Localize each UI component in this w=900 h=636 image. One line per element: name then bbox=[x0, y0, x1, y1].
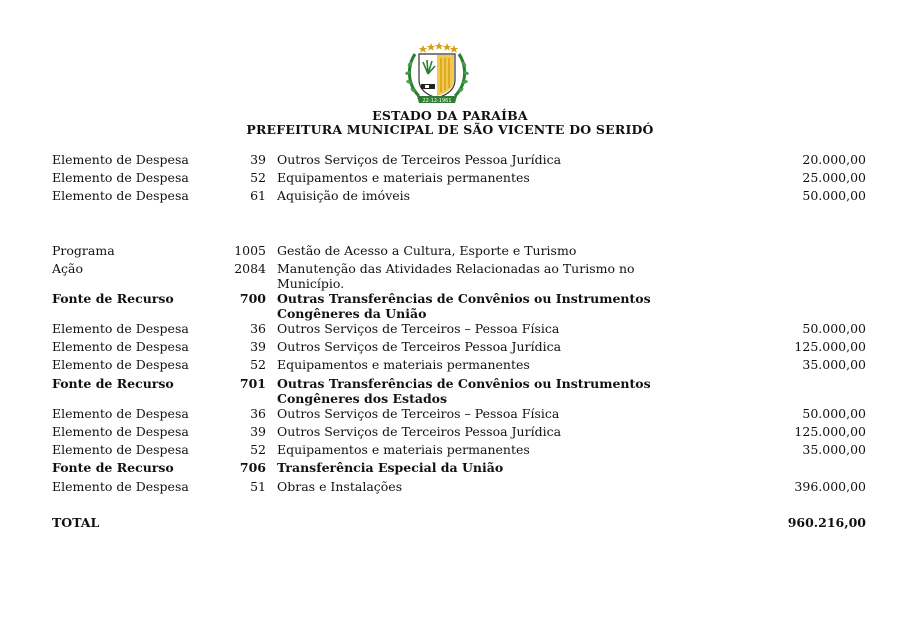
row-value: 125.000,00 bbox=[794, 339, 866, 354]
row-code: 36 bbox=[250, 406, 266, 421]
row-label: Elemento de Despesa bbox=[52, 188, 189, 203]
row-code: 2084 bbox=[234, 261, 266, 276]
table-row bbox=[0, 424, 900, 441]
row-code: 706 bbox=[239, 460, 266, 475]
table-row bbox=[0, 152, 900, 169]
table-row bbox=[0, 376, 900, 406]
row-label: Elemento de Despesa bbox=[52, 152, 189, 167]
row-description: Equipamentos e materiais permanentes bbox=[277, 442, 530, 457]
row-code: 51 bbox=[250, 479, 266, 494]
row-description: Equipamentos e materiais permanentes bbox=[277, 170, 530, 185]
row-description: Outros Serviços de Terceiros – Pessoa Física bbox=[277, 321, 560, 336]
municipal-crest-icon bbox=[401, 40, 473, 106]
row-code: 52 bbox=[250, 170, 266, 185]
row-code: 1005 bbox=[234, 243, 266, 258]
row-code: 39 bbox=[250, 152, 266, 167]
row-description: Outras Transferências de Convênios ou Instrumentos Congêneres dos Estados bbox=[277, 376, 651, 406]
municipality-title: PREFEITURA MUNICIPAL DE SÃO VICENTE DO SERIDÓ bbox=[246, 122, 654, 137]
table-row bbox=[0, 442, 900, 459]
row-description: Transferência Especial da União bbox=[277, 460, 504, 475]
row-value: 20.000,00 bbox=[802, 152, 866, 167]
state-title: ESTADO DA PARAÍBA bbox=[372, 108, 528, 123]
row-code: 52 bbox=[250, 357, 266, 372]
row-code: 700 bbox=[239, 291, 266, 306]
row-description: Gestão de Acesso a Cultura, Esporte e Turismo bbox=[277, 243, 577, 258]
row-description: Obras e Instalações bbox=[277, 479, 403, 494]
row-label: Elemento de Despesa bbox=[52, 424, 189, 439]
total-value: 960.216,00 bbox=[787, 515, 866, 530]
row-label: Elemento de Despesa bbox=[52, 479, 189, 494]
row-label: Programa bbox=[52, 243, 115, 258]
table-row bbox=[0, 406, 900, 423]
table-row bbox=[0, 479, 900, 496]
row-code: 61 bbox=[250, 188, 266, 203]
row-description: Outros Serviços de Terceiros Pessoa Jurídica bbox=[277, 424, 562, 439]
row-value: 50.000,00 bbox=[802, 188, 866, 203]
row-label: Elemento de Despesa bbox=[52, 339, 189, 354]
table-row bbox=[0, 339, 900, 356]
row-value: 50.000,00 bbox=[802, 321, 866, 336]
row-label: Elemento de Despesa bbox=[52, 442, 189, 457]
row-code: 52 bbox=[250, 442, 266, 457]
row-value: 35.000,00 bbox=[802, 442, 866, 457]
row-value: 50.000,00 bbox=[802, 406, 866, 421]
row-value: 396.000,00 bbox=[794, 479, 866, 494]
table-row bbox=[0, 243, 900, 260]
total-row bbox=[0, 515, 900, 532]
row-label: Elemento de Despesa bbox=[52, 170, 189, 185]
row-code: 39 bbox=[250, 424, 266, 439]
row-label: Fonte de Recurso bbox=[52, 291, 174, 306]
row-description: Outros Serviços de Terceiros – Pessoa Física bbox=[277, 406, 560, 421]
crest-year: 22-12-1961 bbox=[422, 97, 452, 104]
table-row bbox=[0, 170, 900, 187]
row-label: Fonte de Recurso bbox=[52, 376, 174, 391]
total-label: TOTAL bbox=[52, 515, 100, 530]
row-description: Outros Serviços de Terceiros Pessoa Jurídica bbox=[277, 152, 562, 167]
table-row bbox=[0, 291, 900, 321]
table-row bbox=[0, 460, 900, 477]
row-label: Elemento de Despesa bbox=[52, 321, 189, 336]
row-label: Elemento de Despesa bbox=[52, 406, 189, 421]
row-code: 701 bbox=[239, 376, 266, 391]
row-label: Elemento de Despesa bbox=[52, 357, 189, 372]
table-row bbox=[0, 321, 900, 338]
table-row bbox=[0, 357, 900, 374]
row-description: Equipamentos e materiais permanentes bbox=[277, 357, 530, 372]
row-label: Fonte de Recurso bbox=[52, 460, 174, 475]
row-code: 36 bbox=[250, 321, 266, 336]
row-value: 25.000,00 bbox=[802, 170, 866, 185]
row-description: Aquisição de imóveis bbox=[277, 188, 411, 203]
row-description: Manutenção das Atividades Relacionadas ao Turismo no Município. bbox=[277, 261, 635, 291]
row-label: Ação bbox=[52, 261, 84, 276]
row-description: Outras Transferências de Convênios ou Instrumentos Congêneres da União bbox=[277, 291, 651, 321]
row-value: 125.000,00 bbox=[794, 424, 866, 439]
row-description: Outros Serviços de Terceiros Pessoa Jurídica bbox=[277, 339, 562, 354]
table-row bbox=[0, 261, 900, 291]
row-code: 39 bbox=[250, 339, 266, 354]
table-row bbox=[0, 188, 900, 205]
row-value: 35.000,00 bbox=[802, 357, 866, 372]
